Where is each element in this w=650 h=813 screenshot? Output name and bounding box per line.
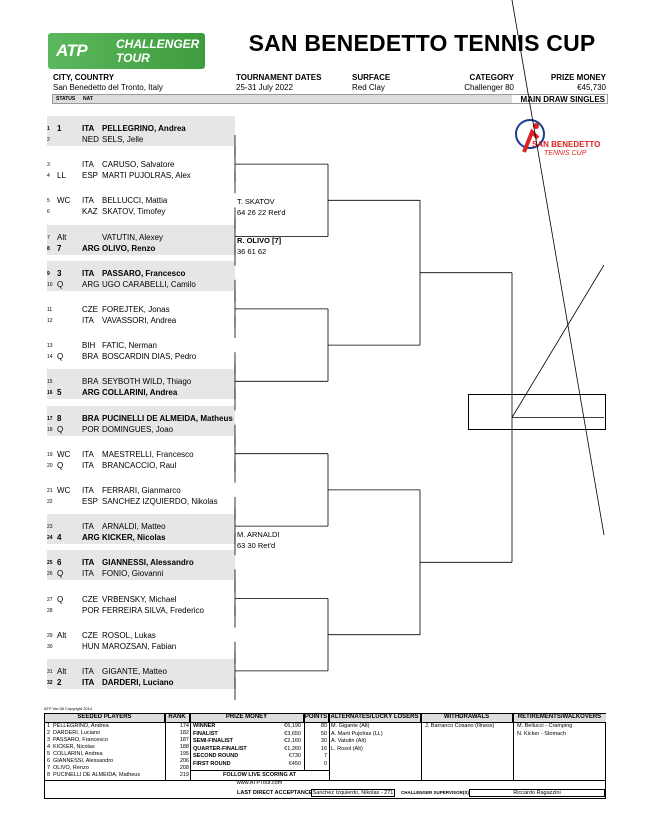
player-name: SELS, Jelle [102,135,144,144]
prize-money: €3,650 [284,730,301,737]
seed-status: WC [57,449,71,459]
draw-position: 2 [47,137,50,143]
draw-position: 8 [47,245,50,252]
player-nationality: ITA [82,569,94,579]
player-nationality: ARG [82,243,100,253]
seed-status: Q [57,460,64,470]
player-nationality: ESP [82,497,99,506]
seed-number: 5 [47,751,51,757]
player-name: FERREIRA SILVA, Frederico [102,605,204,615]
seed-name: PELLEGRINO, Andrea [53,723,109,729]
player-nationality: CZE [82,630,98,640]
player-name: VAVASSORI, Andrea [102,316,177,325]
player-name: BRANCACCIO, Raul [102,460,177,470]
draw-position: 19 [47,451,53,458]
draw-position: 11 [47,307,53,313]
player-nationality: ITA [82,522,94,532]
draw-position: 21 [47,488,53,494]
withdrawals-heading: WITHDRAWALS [421,714,513,722]
seed-rank: 195 [179,751,189,757]
result-winner-12: M. ARNALDI [237,530,280,539]
player-nationality: BIH [82,341,96,351]
seed-number: 8 [47,772,51,778]
seed-name: KICKER, Nicolas [53,744,95,750]
seed-status: Q [57,352,64,362]
player-name: VATUTIN, Alexey [102,232,164,242]
seed-number: 2 [47,730,51,736]
draw-position: 3 [47,162,50,169]
seed-status: Q [57,594,64,604]
seed-rank: 219 [179,772,189,778]
player-nationality: CZE [82,594,98,604]
player-name: VRBENSKY, Michael [102,594,177,604]
player-nationality: ITA [82,124,95,133]
seed-number: 7 [47,765,51,771]
tournament-title: SAN BENEDETTO TENNIS CUP [248,30,596,56]
player-nationality: ITA [82,486,94,495]
seed-name: COLLARINI, Andrea [53,751,103,757]
category-heading: CATEGORY [469,73,514,82]
retirements-heading: RETIREMENTS/WALKOVERS [513,714,606,722]
lda-heading: LAST DIRECT ACCEPTANCE [237,790,313,796]
draw-position: 27 [47,596,53,603]
seed-status: 4 [57,533,62,543]
player-nationality: ITA [82,160,94,170]
prize-round: FIRST ROUND [193,760,231,767]
alternate-entry: A. Marti Pujolras (LL) [331,730,383,737]
player-name: FONIO, Giovanni [102,569,164,579]
player-name: ROSOL, Lukas [102,630,156,640]
prize-points: 0 [323,760,327,767]
seed-status: Q [57,279,64,289]
seed-status: 1 [57,124,62,133]
alternates-heading: ALTERNATES/LUCKY LOSERS [329,714,421,722]
supervisor-heading: CHALLENGER SUPERVISOR(S) [401,790,469,795]
retirement-entry: M. Bellucci - Cramping [517,723,573,729]
atp-site-link[interactable]: www.ATPTour.com [236,780,283,786]
draw-position: 20 [47,462,53,469]
seed-status: WC [57,196,71,206]
player-nationality: BRA [82,413,100,423]
player-nationality: HUN [82,641,100,651]
player-name: MAROZSAN, Fabian [102,641,177,651]
seed-status: 6 [57,558,62,568]
prize-round: SEMI-FINALIST [193,738,234,744]
draw-position: 10 [47,281,53,288]
player-nationality: POR [82,424,100,434]
draw-position: 4 [47,173,50,180]
result-winner-3: T. SKATOV [237,197,275,206]
seed-name: OLIVO, Renzo [53,765,89,771]
city-heading: CITY, COUNTRY [53,73,115,82]
seeded-heading: SEEDED PLAYERS [45,714,165,722]
seed-name: DARDERI, Luciano [53,730,101,736]
player-name: FERRARI, Gianmarco [102,486,181,495]
player-nationality: ITA [82,268,95,278]
result-winner-4: R. OLIVO [7] [237,236,282,245]
logo-line1: CHALLENGER [116,37,200,51]
player-nationality: ARG [82,533,100,543]
seed-rank: 206 [179,758,189,764]
seed-number: 4 [47,744,51,750]
surface-value: Red Clay [352,83,385,92]
draw-position: 26 [47,571,53,578]
seed-status: 5 [57,388,62,398]
prize-points: 30 [320,738,327,744]
player-name: FATIC, Nerman [102,341,157,351]
player-name: BOSCARDIN DIAS, Pedro [102,352,197,362]
player-name: KICKER, Nicolas [102,533,166,543]
draw-position: 28 [47,607,53,614]
seed-status: Q [57,569,64,579]
prize-points: 50 [320,730,327,737]
draw-position: 7 [47,234,50,241]
alternate-entry: A. Vatutin (Alt) [331,738,367,744]
player-nationality: ARG [82,279,100,289]
alternate-entry: L. Rosol (Alt) [331,745,363,752]
player-nationality: NED [82,135,99,144]
prize-round: WINNER [193,723,216,729]
draw-position: 17 [47,415,53,422]
player-name: PUCINELLI DE ALMEIDA, Matheus [102,413,233,423]
seed-number: 1 [47,723,51,729]
draw-position: 9 [47,270,50,277]
result-score-4: 36 61 62 [237,247,267,256]
draw-position: 22 [47,499,53,505]
player-nationality: BRA [82,377,99,387]
player-name: SKATOV, Timofey [102,207,166,217]
seed-status: 8 [57,413,62,423]
draw-position: 23 [47,524,53,531]
category-value: Challenger 80 [464,83,514,92]
draw-position: 14 [47,354,53,361]
retirement-entry: N. Kicker - Stomach [517,730,566,737]
player-name: SANCHEZ IZQUIERDO, Nikolas [102,497,218,506]
prize-points: 16 [320,745,327,752]
player-name: FOREJTEK, Jonas [102,305,170,314]
seed-name: GIANNESSI, Alessandro [53,758,114,764]
seed-status: Alt [57,232,67,242]
points-heading: POINTS [304,714,328,720]
seed-status: Alt [57,667,67,676]
seed-status: 3 [57,268,62,278]
seed-rank: 208 [179,765,189,771]
prize-money: €730 [288,753,301,759]
prize-money: €6,190 [284,723,301,729]
seed-name: PASSARO, Francesco [53,737,108,743]
draw-position: 32 [47,680,53,686]
player-nationality: ESP [82,171,99,181]
withdrawal-entry: J. Barranco Cosano (Illness) [425,723,495,729]
seed-number: 6 [47,758,51,764]
logo-text-line1: SAN BENEDETTO [532,140,601,149]
champion-box [468,394,606,430]
player-name: MAESTRELLI, Francesco [102,449,194,459]
prize-money: €2,160 [284,738,301,744]
draw-position: 24 [47,535,53,542]
prize-heading: PRIZE MONEY [550,73,606,82]
player-nationality: ITA [82,460,94,470]
footer-table [44,713,606,799]
player-nationality: ITA [82,449,94,459]
prize-money-heading: PRIZE MONEY [190,714,304,722]
prize-money: €450 [288,760,301,767]
prize-value: €45,730 [577,83,606,92]
seed-rank: 187 [179,737,189,743]
player-nationality: KAZ [82,207,98,217]
player-name: ARNALDI, Matteo [102,522,166,532]
atp-brand: ATP [56,41,88,60]
player-name: BELLUCCI, Mattia [102,196,168,206]
dates-value: 25-31 July 2022 [236,83,293,92]
seed-rank: 182 [179,730,189,736]
main-draw-label: MAIN DRAW SINGLES [512,95,607,103]
player-name: PASSARO, Francesco [102,268,186,278]
nat-heading: NAT [83,96,93,102]
draw-position: 31 [47,669,53,675]
dates-heading: TOURNAMENT DATES [236,73,322,82]
seed-number: 3 [47,737,51,743]
city-value: San Benedetto del Tronto, Italy [53,83,163,92]
seed-status: WC [57,486,71,495]
player-name: OLIVO, Renzo [102,243,156,253]
bracket-line [512,0,604,535]
seed-status: LL [57,171,66,181]
prize-money: €1,260 [284,745,301,752]
player-nationality: ARG [82,388,100,398]
player-name: COLLARINI, Andrea [102,388,178,398]
player-name: GIGANTE, Matteo [102,667,167,676]
seed-status: Alt [57,630,67,640]
player-nationality: ITA [82,667,94,676]
seed-status: Q [57,424,64,434]
rank-heading: RANK [165,714,190,722]
supervisor-value: Riccardo Ragazzini [469,789,605,797]
player-nationality: CZE [82,305,98,314]
prize-round: QUARTER-FINALIST [193,745,247,752]
draw-position: 29 [47,632,53,639]
prize-round: FINALIST [193,730,218,737]
seed-status: 7 [57,243,62,253]
status-heading: STATUS [56,96,76,102]
copyright: ATP Ver.38 Copyright 2014 [44,706,93,711]
player-name: DOMINGUES, Joao [102,424,174,434]
prize-points: 7 [323,753,327,759]
player-name: CARUSO, Salvatore [102,160,175,170]
alternate-entry: M. Gigante (Alt) [331,723,370,729]
draw-position: 1 [47,126,50,132]
player-name: SEYBOTH WILD, Thiago [102,377,192,387]
draw-position: 15 [47,379,53,386]
draw-position: 25 [47,560,53,567]
player-nationality: ITA [82,678,95,687]
lda-value: Sanchez Izquierdo, Nikolas - 271 [312,790,394,796]
seed-status: 2 [57,678,62,687]
player-nationality: ITA [82,558,95,568]
result-score-12: 63 30 Ret'd [237,541,276,550]
seed-name: PUCINELLI DE ALMEIDA, Matheus [53,772,141,778]
prize-points: 80 [320,723,327,729]
draw-position: 12 [47,318,53,324]
draw-position: 6 [47,209,50,216]
draw-position: 13 [47,343,53,350]
prize-round: SECOND ROUND [193,753,239,759]
player-name: DARDERI, Luciano [102,678,174,687]
draw-position: 18 [47,426,53,433]
draw-position: 5 [47,198,50,205]
player-nationality: POR [82,605,100,615]
follow-live-label: FOLLOW LIVE SCORING AT [222,772,297,778]
seed-rank: 188 [179,744,189,750]
player-nationality: ITA [82,196,94,206]
player-nationality: ITA [82,316,94,325]
player-name: UGO CARABELLI, Camilo [102,279,196,289]
draw-position: 16 [47,390,53,397]
surface-heading: SURFACE [352,73,391,82]
result-score-3: 64 26 22 Ret'd [237,208,286,217]
logo-line2: TOUR [116,51,150,65]
player-name: PELLEGRINO, Andrea [102,124,186,133]
draw-position: 30 [47,643,53,650]
player-nationality: BRA [82,352,99,362]
player-name: GIANNESSI, Alessandro [102,558,194,568]
player-name: MARTI PUJOLRAS, Alex [102,171,191,181]
seed-rank: 174 [179,723,189,729]
logo-text-line2: TENNIS CUP [544,150,587,157]
